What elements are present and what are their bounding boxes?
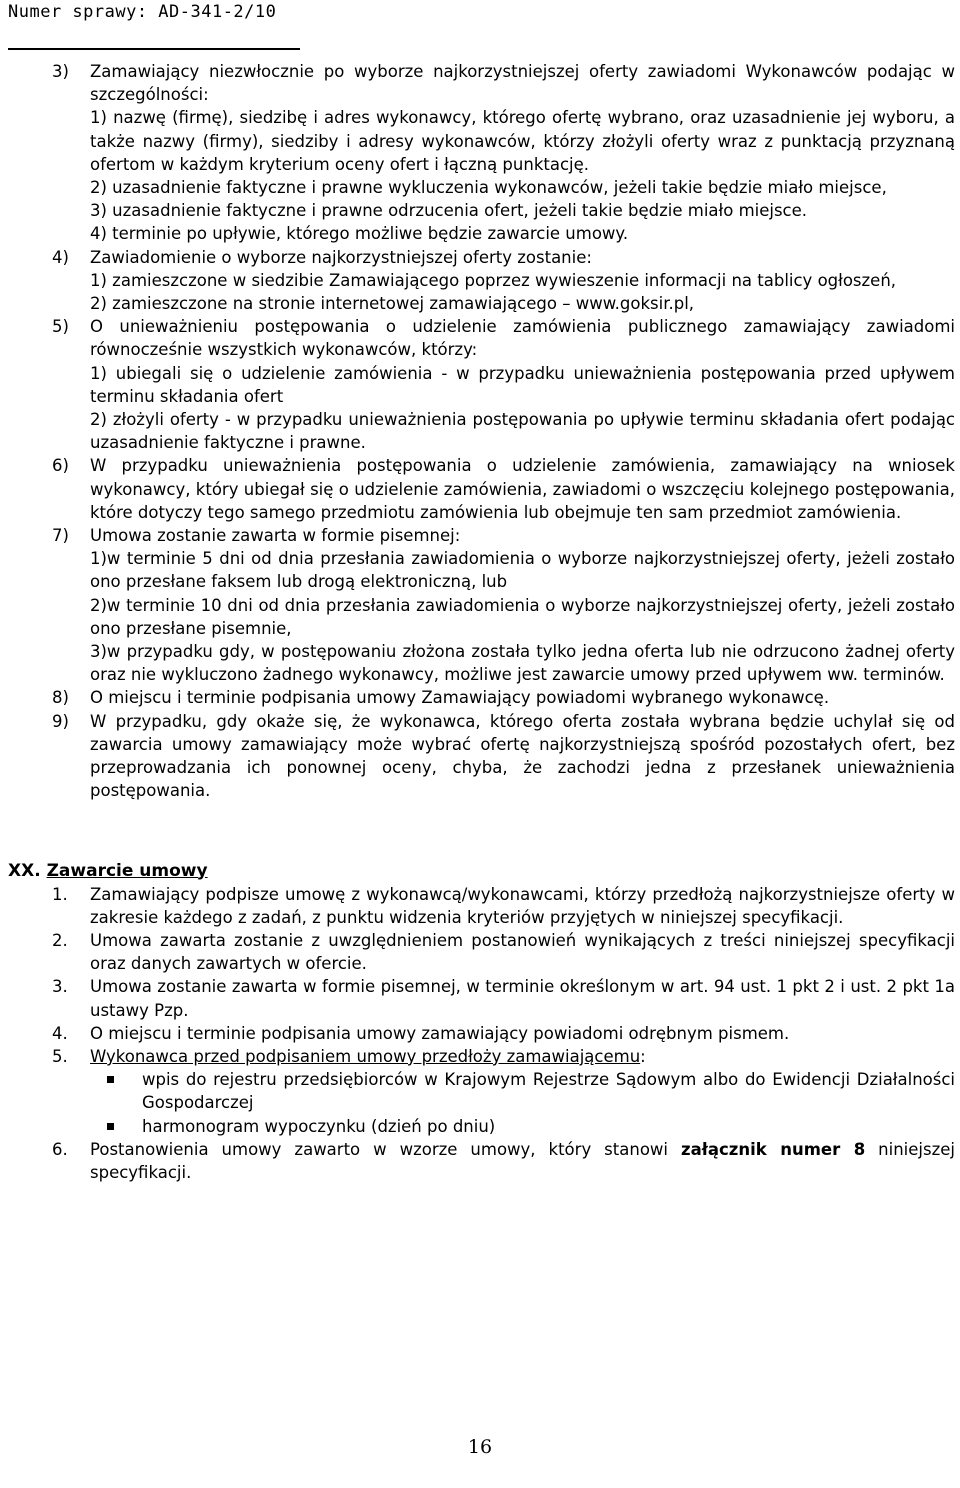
item-number: 4) — [52, 247, 69, 267]
list-item — [0, 710, 960, 803]
paragraph: 2) uzasadnienie faktyczne i prawne wykluczenia wykonawców, jeżeli takie będzie miało miejsce, — [90, 178, 887, 198]
paragraph: Zamawiający niezwłocznie po wyborze najkorzystniejszej oferty zawiadomi Wykonawców podając w szczególności: — [90, 62, 955, 105]
paragraph: 4) terminie po upływie, którego możliwe będzie zawarcie umowy. — [90, 224, 629, 244]
bullet-text: wpis do rejestru przedsiębiorców w Krajowym Rejestrze Sądowym albo do Ewidencji Działalności Gospodarczej — [142, 1070, 955, 1113]
bullet-list — [90, 1068, 955, 1138]
list-item — [0, 1022, 960, 1045]
item-number: 3. — [52, 977, 68, 997]
item-number: 1. — [52, 884, 68, 904]
item-number: 9) — [52, 711, 69, 731]
list-item — [0, 524, 960, 686]
text: Postanowienia umowy zawarto w wzorze umowy, który stanowi — [90, 1139, 681, 1159]
paragraph: W przypadku unieważnienia postępowania o udzielenie zamówienia, zamawiający na wniosek wykonawcy, który ubiegał się o udzielenie zamówienia, zawiadomi o wszczęciu kolejnego postępowania, które dotyczy tego samego przedmiotu zamówienia lub obejmuje ten sam przedmiot zamówienia. — [90, 456, 955, 522]
item-number: 4. — [52, 1023, 68, 1043]
paragraph: 3)w przypadku gdy, w postępowaniu złożona została tylko jedna oferta lub nie odrzucono żadnej oferty oraz nie wykluczono żadnego wykonawcy, możliwe jest zawarcie umowy przed upływem ww. terminów. — [90, 642, 955, 685]
paragraph: 1) nazwę (firmę), siedzibę i adres wykonawcy, którego ofertę wybrano, oraz uzasadnienie jej wyboru, a także nazwy (firmy), siedziby i adresy wykonawców, którzy złożyli oferty wraz z punktacją przyznaną ofertom w każdym kryterium oceny ofert i łączną punktację. — [90, 108, 955, 174]
paragraph: Umowa zostanie zawarta w formie pisemnej, w terminie określonym w art. 94 ust. 1 pkt 2 i ust. 2 pkt 1a ustawy Pzp. — [90, 977, 955, 1020]
paragraph: 2)w terminie 10 dni od dnia przesłania zawiadomienia o wyborze najkorzystniejszej oferty, jeżeli zostało ono przesłane pisemnie, — [90, 595, 955, 638]
list-item — [0, 975, 960, 1021]
section-heading — [0, 859, 960, 883]
paragraph: Zamawiający podpisze umowę z wykonawcą/wykonawcami, którzy przedłożą najkorzystniejsze oferty w zakresie każdego z zadań, z punktu widzenia kryteriów przyjętych w niniejszej specyfikacji. — [90, 884, 955, 927]
paragraph: O miejscu i terminie podpisania umowy zamawiający powiadomi odrębnym pismem. — [90, 1023, 790, 1043]
bullet-text: harmonogram wypoczynku (dzień po dniu) — [142, 1116, 496, 1136]
list-item — [0, 686, 960, 709]
paragraph: W przypadku, gdy okaże się, że wykonawca, którego oferta została wybrana będzie uchylał się od zawarcia umowy zamawiający może wybrać ofertę najkorzystniejszą spośród pozostałych ofert, bez przeprowadzania ich ponownej oceny, chyba, że zachodzi jedna z przesłanek unieważnienia postępowania. — [90, 711, 955, 801]
list-item — [0, 883, 960, 929]
list-item — [0, 1138, 960, 1184]
case-number-header: Numer sprawy: AD-341-2/10 — [8, 2, 277, 22]
text: niniejszej specyfikacji. — [90, 1139, 955, 1182]
section-title: Zawarcie umowy — [46, 860, 208, 881]
square-bullet-icon — [107, 1123, 114, 1130]
list-item — [0, 60, 960, 246]
page-number: 16 — [467, 1436, 493, 1458]
item-number: 2. — [52, 930, 68, 950]
item-number: 6. — [52, 1139, 68, 1159]
bullet-item — [90, 1115, 955, 1138]
item-number: 8) — [52, 688, 69, 708]
item-number: 3) — [52, 62, 69, 81]
paragraph: O unieważnieniu postępowania o udzielenie zamówienia publicznego zamawiający zawiadomi równocześnie wszystkich wykonawców, którzy: — [90, 317, 955, 360]
paragraph: 1) zamieszczone w siedzibie Zamawiającego poprzez wywieszenie informacji na tablicy ogłoszeń, — [90, 270, 897, 290]
list-item — [0, 1045, 960, 1138]
item-number: 5) — [52, 317, 69, 337]
square-bullet-icon — [107, 1076, 114, 1083]
paragraph: Zawiadomienie o wyborze najkorzystniejszej oferty zostanie: — [90, 247, 592, 267]
item-number: 5. — [52, 1046, 68, 1066]
paragraph: 2) złożyli oferty - w przypadku unieważnienia postępowania po upływie terminu składania ofert podając uzasadnienie faktyczne i prawne. — [90, 410, 955, 453]
paragraph: 3) uzasadnienie faktyczne i prawne odrzucenia ofert, jeżeli takie będzie miało miejsce. — [90, 201, 808, 221]
paragraph — [90, 1138, 955, 1184]
paragraph: Umowa zawarta zostanie z uwzględnieniem postanowień wynikających z treści niniejszej specyfikacji oraz danych zawartych w ofercie. — [90, 930, 955, 974]
section-list — [0, 883, 960, 1185]
list-item — [0, 315, 960, 454]
bullet-item — [90, 1068, 955, 1114]
paragraph: 1)w terminie 5 dni od dnia przesłania zawiadomienia o wyborze najkorzystniejszej oferty, jeżeli zostało ono przesłane faksem lub drogą elektroniczną, lub — [90, 549, 955, 592]
paragraph: O miejscu i terminie podpisania umowy Zamawiający powiadomi wybranego wykonawcę. — [90, 688, 830, 708]
paragraph: 2) zamieszczone na stronie internetowej zamawiającego – www.goksir.pl, — [90, 294, 695, 314]
item-number: 7) — [52, 526, 69, 546]
paragraph: 1) ubiegali się o udzielenie zamówienia - w przypadku unieważnienia postępowania przed upływem terminu składania ofert — [90, 363, 955, 406]
list-item — [0, 929, 960, 975]
colon: : — [640, 1046, 646, 1066]
list-item — [0, 454, 960, 524]
list-item — [0, 246, 960, 316]
bold-text: załącznik numer 8 — [680, 1139, 866, 1159]
paragraph: Umowa zostanie zawarta w formie pisemnej: — [90, 526, 461, 546]
header-rule — [8, 48, 300, 50]
section-number: XX. — [8, 860, 41, 881]
item-number: 6) — [52, 456, 69, 476]
document-body — [0, 60, 960, 1184]
paragraph — [90, 1045, 955, 1068]
underlined-text: Wykonawca przed podpisaniem umowy przedłoży zamawiającemu — [90, 1046, 641, 1066]
